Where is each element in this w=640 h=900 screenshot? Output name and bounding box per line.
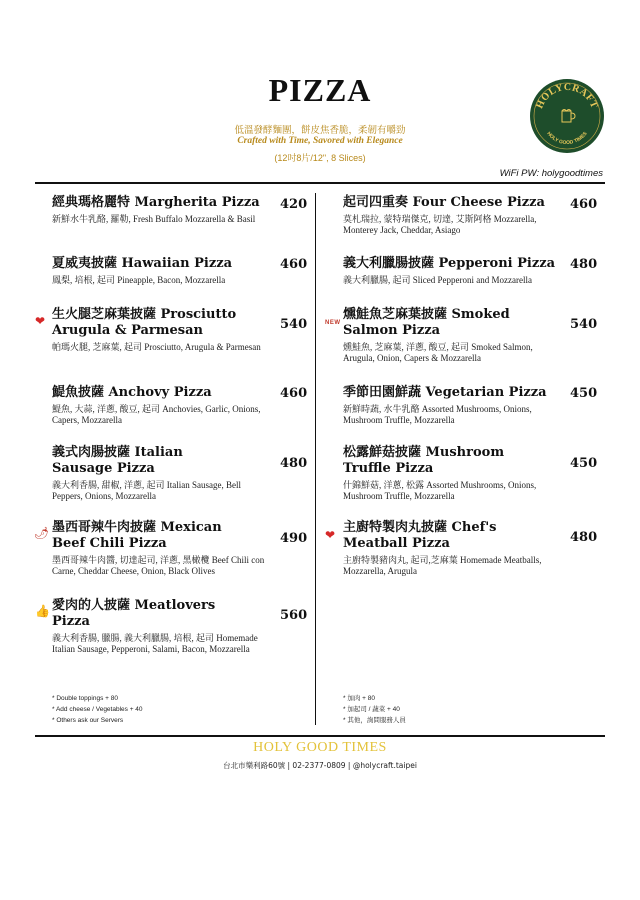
item-price: 480 xyxy=(280,456,308,471)
thumbs-up-icon: 👍 xyxy=(35,604,50,618)
chili-pepper-icon: 🌶 xyxy=(34,526,50,540)
item-price: 480 xyxy=(570,530,598,545)
item-name: 夏威夷披薩 Hawaiian Pizza xyxy=(52,256,233,271)
item-description: 莫札瑞拉, 蒙特瑞傑克, 切達, 艾斯阿格 Mozzarella, Monterey Jack, Cheddar, Asiago xyxy=(343,214,537,235)
item-description: 墨西哥辣牛肉醬, 切達起司, 洋蔥, 黑橄欖 Beef Chili con Carne, Cheddar Cheese, Onion, Black Olives xyxy=(52,555,265,576)
subtitle-english: Crafted with Time, Savored with Elegance xyxy=(237,136,403,146)
note-line: * 加肉 + 80 xyxy=(343,695,375,702)
item-description: 燻鮭魚, 芝麻葉, 洋蔥, 酸豆, 起司 Smoked Salmon, Arugula, Onion, Capers & Mozzarella xyxy=(343,342,533,363)
menu-item-smoked-salmon xyxy=(343,307,613,364)
footer-contact-info: 台北市樂利路60號 | 02-2377-0809 | @holycraft.taipei xyxy=(223,761,417,770)
item-price: 480 xyxy=(570,257,598,272)
heart-icon: ❤ xyxy=(325,528,336,542)
size-note: (12吋8片/12", 8 Slices) xyxy=(274,153,366,163)
item-price: 540 xyxy=(570,317,598,332)
item-description: 鳳梨, 培根, 起司 Pineapple, Bacon, Mozzarella xyxy=(52,275,226,285)
page-title: PIZZA xyxy=(268,72,372,108)
item-name: 生火腿芝麻葉披薩 Prosciutto Arugula & Parmesan xyxy=(52,307,237,338)
note-line: * 其他，詢問服務人員 xyxy=(343,717,406,724)
notes-chinese xyxy=(343,693,406,726)
item-price: 460 xyxy=(570,197,598,212)
heart-icon: ❤ xyxy=(35,314,46,328)
menu-item-mushroom-truffle xyxy=(343,445,613,502)
holycraft-logo xyxy=(529,78,605,154)
item-price: 450 xyxy=(570,456,598,471)
item-description: 義大利臘腸, 起司 Sliced Pepperoni and Mozzarella xyxy=(343,275,532,285)
item-description: 新鮮水牛乳酪, 羅勒, Fresh Buffalo Mozzarella & Basil xyxy=(52,214,256,224)
item-description: 帕瑪火腿, 芝麻葉, 起司 Prosciutto, Arugula & Parmesan xyxy=(52,342,261,352)
item-name: 起司四重奏 Four Cheese Pizza xyxy=(343,195,545,210)
logo-top-text: HOLYCRAFT xyxy=(534,81,600,111)
item-description: 鯷魚, 大蒜, 洋蔥, 酸豆, 起司 Anchovies, Garlic, Onions, Capers, Mozzarella xyxy=(52,404,261,425)
item-name: 義大利臘腸披薩 Pepperoni Pizza xyxy=(343,256,556,271)
item-name: 義式肉腸披薩 Italian Sausage Pizza xyxy=(52,445,183,476)
note-line: * 加起司 / 蔬菜 + 40 xyxy=(343,706,400,713)
item-price: 460 xyxy=(280,257,308,272)
item-price: 420 xyxy=(280,197,308,212)
item-price: 560 xyxy=(280,608,308,623)
bottom-divider xyxy=(35,735,605,737)
item-description: 主廚特製豬肉丸, 起司,芝麻葉 Homemade Meatballs, Mozzarella, Arugula xyxy=(343,555,542,576)
logo-bottom-text: HOLY GOOD TIMES xyxy=(545,130,589,147)
item-name: 主廚特製肉丸披薩 Chef's Meatball Pizza xyxy=(343,520,497,551)
item-name: 燻鮭魚芝麻葉披薩 Smoked Salmon Pizza xyxy=(343,307,510,338)
note-line: * Add cheese / Vegetables + 40 xyxy=(52,706,143,713)
item-description: 義大利香腸, 甜椒, 洋蔥, 起司 Italian Sausage, Bell Peppers, Onions, Mozzarella xyxy=(52,480,241,501)
top-divider xyxy=(35,182,605,184)
wifi-password: WiFi PW: holygoodtimes xyxy=(499,168,603,179)
note-line: * Others ask our Servers xyxy=(52,717,124,724)
item-price: 540 xyxy=(280,317,308,332)
item-description: 義大利香腸, 臘腸, 義大利臘腸, 培根, 起司 Homemade Italian Sausage, Pepperoni, Salami, Bacon, Mozzarella xyxy=(52,633,258,654)
menu-item-italian-sausage xyxy=(52,445,322,502)
note-line: * Double toppings + 80 xyxy=(52,695,118,702)
item-name: 經典瑪格麗特 Margherita Pizza xyxy=(52,195,260,210)
item-name: 愛肉的人披薩 Meatlovers Pizza xyxy=(52,598,216,629)
footer-brand: HOLY GOOD TIMES xyxy=(253,740,387,755)
item-name: 鯷魚披薩 Anchovy Pizza xyxy=(52,385,212,400)
item-price: 450 xyxy=(570,386,598,401)
item-description: 新鮮時蔬, 水牛乳酪 Assorted Mushrooms, Onions, Mushroom Truffle, Mozzarella xyxy=(343,404,532,425)
menu-item-chefs-meatball xyxy=(343,520,613,577)
item-name: 松露鮮菇披薩 Mushroom Truffle Pizza xyxy=(343,445,505,476)
item-name: 墨西哥辣牛肉披薩 Mexican Beef Chili Pizza xyxy=(52,520,222,551)
item-price: 460 xyxy=(280,386,308,401)
subtitle-chinese: 低溫發酵麵團，餅皮焦香脆，柔韌有嚼勁 xyxy=(234,125,406,136)
menu-item-mexican-beef-chili xyxy=(52,520,322,577)
menu-item-meatlovers xyxy=(52,598,322,655)
notes-english xyxy=(52,693,143,726)
new-badge: NEW xyxy=(325,320,341,326)
item-price: 490 xyxy=(280,531,308,546)
item-name: 季節田園鮮蔬 Vegetarian Pizza xyxy=(343,385,547,400)
item-description: 什錦鮮菇, 洋蔥, 松露 Assorted Mushrooms, Onions, Mushroom Truffle, Mozzarella xyxy=(343,480,537,501)
